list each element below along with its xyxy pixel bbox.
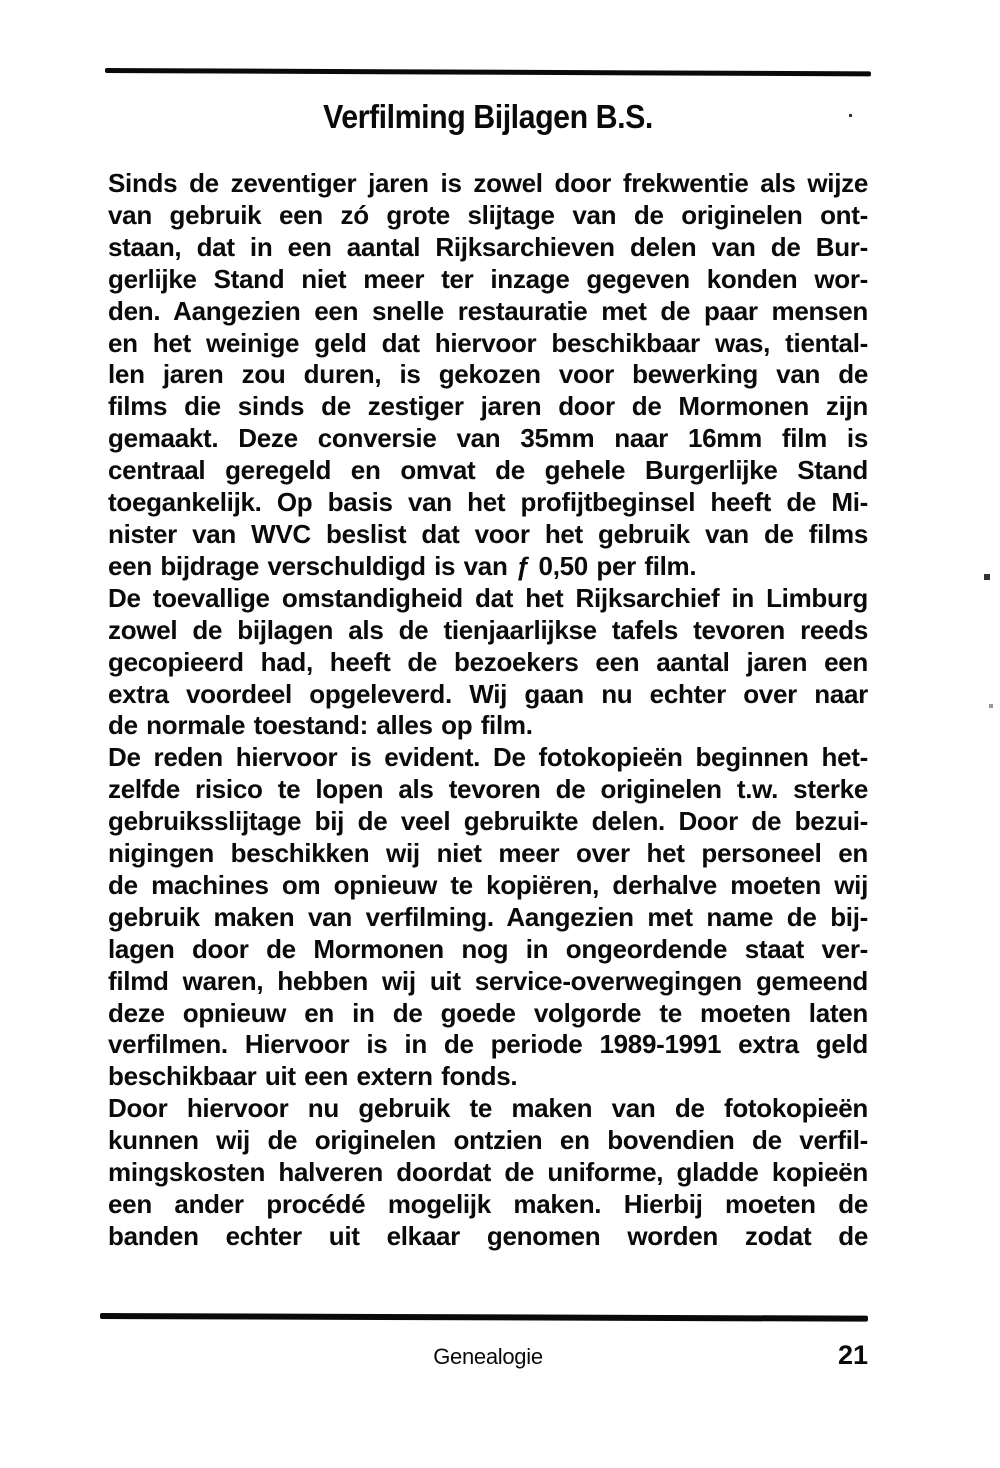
paragraph-1 xyxy=(108,168,868,583)
text-line: lagen door de Mormonen nog in ongeordende staat ver- xyxy=(108,933,868,964)
text-line: toegankelijk. Op basis van het profijtbeginsel heeft de Mi- xyxy=(108,487,868,518)
text-line: Sinds de zeventiger jaren is zowel door frekwentie als wijze xyxy=(108,168,868,198)
paragraph-3 xyxy=(108,742,868,1093)
paragraph-4 xyxy=(108,1093,868,1253)
page-title: Verfilming Bijlagen B.S. xyxy=(323,98,653,135)
text-line: gebruiksslijtage bij de veel gebruikte delen. Door de bezui- xyxy=(108,806,868,837)
footer-journal-title: Genealogie xyxy=(433,1344,543,1369)
scan-artifact-dot xyxy=(849,114,852,117)
body-text xyxy=(108,168,868,1253)
text-line: banden echter uit elkaar genomen worden zodat de xyxy=(108,1220,868,1251)
text-line: zelfde risico te lopen als tevoren de originelen t.w. sterke xyxy=(108,774,868,805)
text-line: len jaren zou duren, is gekozen voor bewerking van de xyxy=(108,359,868,390)
text-line: gemaakt. Deze conversie van 35mm naar 16mm film is xyxy=(108,423,868,454)
text-line: en het weinige geld dat hiervoor beschikbaar was, tiental- xyxy=(108,327,868,358)
text-line: deze opnieuw en in de goede volgorde te moeten laten xyxy=(108,997,868,1028)
text-line: staan, dat in een aantal Rijksarchieven delen van de Bur- xyxy=(108,231,868,262)
text-line: Door hiervoor nu gebruik te maken van de fotokopieën xyxy=(108,1093,868,1124)
text-line: beschikbaar uit een extern fonds. xyxy=(108,1061,518,1092)
text-line: de machines om opnieuw te kopiëren, derhalve moeten wij xyxy=(108,869,868,900)
text-line: gerlijke Stand niet meer ter inzage gegeven konden wor- xyxy=(108,263,868,294)
text-line: zowel de bijlagen als de tienjaarlijkse tafels tevoren reeds xyxy=(108,614,868,645)
footer-page-number: 21 xyxy=(837,1340,868,1370)
text-line: kunnen wij de originelen ontzien en bovendien de verfil- xyxy=(108,1125,868,1156)
text-line: De toevallige omstandigheid dat het Rijksarchief in Limburg xyxy=(108,582,868,613)
text-line: gecopieerd had, heeft de bezoekers een aantal jaren een xyxy=(108,646,868,677)
bottom-rule xyxy=(100,1313,868,1322)
top-rule xyxy=(105,68,871,76)
paragraph-2 xyxy=(108,583,868,743)
scan-artifact-dot xyxy=(984,574,990,580)
text-line: gebruik maken van verfilming. Aangezien met name de bij- xyxy=(108,901,868,932)
text-line: centraal geregeld en omvat de gehele Burgerlijke Stand xyxy=(108,455,868,486)
text-line: verfilmen. Hiervoor is in de periode 1989-1991 extra geld xyxy=(108,1029,868,1060)
text-line: mingskosten halveren doordat de uniforme, gladde kopieën xyxy=(108,1157,868,1188)
text-line: den. Aangezien een snelle restauratie met de paar mensen xyxy=(108,295,868,326)
text-line: de normale toestand: alles op film. xyxy=(108,710,533,741)
text-line: filmd waren, hebben wij uit service-overwegingen gemeend xyxy=(108,965,868,996)
text-line: films die sinds de zestiger jaren door de Mormonen zijn xyxy=(108,391,868,422)
text-line: van gebruik een zó grote slijtage van de originelen ont- xyxy=(108,199,868,230)
text-line: extra voordeel opgeleverd. Wij gaan nu echter over naar xyxy=(108,678,868,709)
text-line: nister van WVC beslist dat voor het gebruik van de films xyxy=(108,518,868,549)
text-line: De reden hiervoor is evident. De fotokopieën beginnen het- xyxy=(108,742,868,773)
text-line: een bijdrage verschuldigd is van ƒ 0,50 per film. xyxy=(108,550,697,581)
text-line: nigingen beschikken wij niet meer over het personeel en xyxy=(108,838,868,869)
scan-artifact-dot xyxy=(989,704,993,708)
text-line: een ander procédé mogelijk maken. Hierbij moeten de xyxy=(108,1189,868,1219)
